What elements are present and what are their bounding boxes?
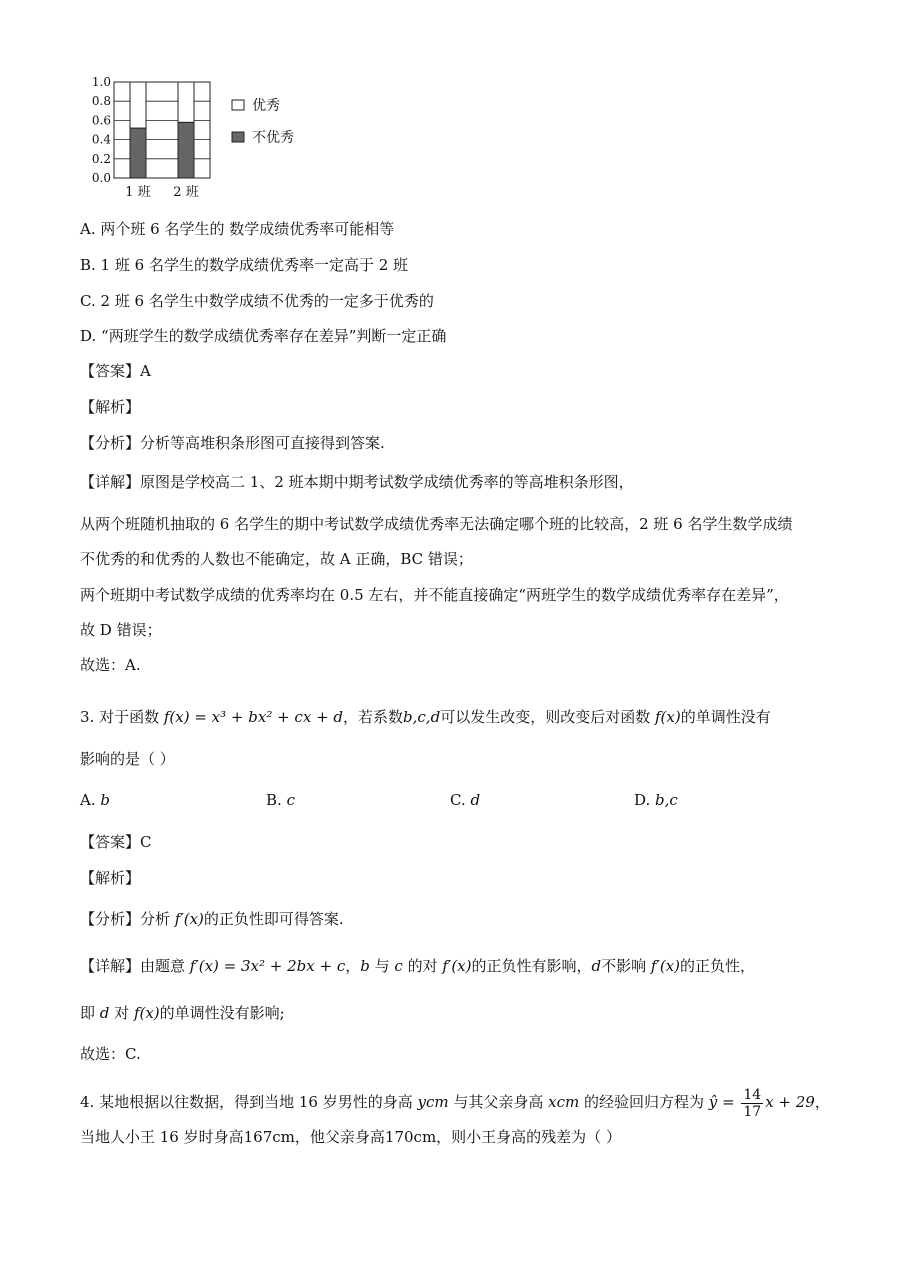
q3-b-var: b: [360, 957, 370, 975]
q3-fx: f(x): [654, 708, 681, 726]
stacked-bar-chart: [80, 72, 320, 202]
q2-option-c: C. 2 班 6 名学生中数学成绩不优秀的一定多于优秀的: [80, 292, 434, 310]
q3-detail-g: 的正负性，: [680, 957, 756, 975]
q2-option-a: A. 两个班 6 名学生的 数学成绩优秀率可能相等: [80, 220, 395, 238]
q3-line2-c: 的单调性没有影响;: [159, 1004, 285, 1022]
legend-swatch: [232, 100, 244, 110]
q4-stem-a: 4. 某地根据以往数据，得到当地 16 岁男性的身高: [80, 1093, 418, 1111]
plot-frame: [114, 82, 210, 178]
q3-c-var: c: [394, 957, 403, 975]
q3-detail-f: 不影响: [601, 957, 651, 975]
q3-line2-a: 即: [80, 1004, 100, 1022]
q4-tail: x + 29: [765, 1093, 815, 1111]
q4-stem-2: [80, 1126, 621, 1148]
q3-option-c: [450, 789, 480, 811]
bar-segment: [130, 82, 146, 128]
q4-stem-b: 与其父亲身高: [448, 1093, 549, 1111]
q3-choose: 故选：C.: [80, 1045, 141, 1063]
q3-function: f(x) = x³ + bx² + cx + d: [163, 708, 344, 726]
q4-stem-c: 的经验回归方程为: [579, 1093, 709, 1111]
q3-option-d-value: b,c: [655, 791, 678, 809]
q3-fenxi: [80, 908, 344, 930]
q4-numerator: 14: [743, 1086, 762, 1103]
y-tick-label: 0.4: [91, 132, 111, 147]
q2-option-d: D. “两班学生的数学成绩优秀率存在差异”判断一定正确: [80, 327, 447, 345]
q3-detail: [80, 955, 755, 977]
bar-segment: [130, 128, 146, 178]
q4-fraction: [741, 1087, 763, 1120]
q3-option-c-label: C.: [450, 791, 471, 809]
legend-label: 不优秀: [252, 130, 294, 146]
q2-option-b: B. 1 班 6 名学生的数学成绩优秀率一定高于 2 班: [80, 256, 409, 274]
q4-ycm: ycm: [417, 1093, 449, 1111]
q3-fprime-2: f′(x): [442, 957, 472, 975]
q4-height-1: 167cm: [243, 1128, 295, 1146]
q3-fx-2: f(x): [133, 1004, 160, 1022]
plot-area: [114, 82, 210, 178]
q4-stem-2c: ，则小王身高的残差为（ ）: [436, 1128, 621, 1146]
q3-analysis-label: 【解析】: [80, 869, 141, 887]
bar-segment: [178, 82, 194, 122]
q3-option-a-label: A.: [80, 791, 101, 809]
q3-option-b-value: c: [286, 791, 295, 809]
q3-fenxi-b: 的正负性即可得答案.: [203, 910, 344, 928]
y-tick-label: 1.0: [91, 75, 111, 89]
q3-stem-b: ，若系数: [343, 708, 404, 726]
q2-answer: 【答案】A: [80, 362, 151, 380]
q3-answer: 【答案】C: [80, 833, 152, 851]
chart-legend: [232, 97, 294, 146]
q3-detail-d: 的对: [402, 957, 443, 975]
q3-stem-c: 可以发生改变，则改变后对函数: [440, 708, 655, 726]
legend-swatch: [232, 132, 244, 142]
q3-option-d-label: D.: [634, 791, 656, 809]
q3-detail-b: ，: [345, 957, 361, 975]
q3-stem-d: 的单调性没有: [680, 708, 771, 726]
q4-denominator: 17: [743, 1103, 762, 1120]
q3-detail-c: 与: [369, 957, 395, 975]
q3-detail-line-2: [80, 1002, 285, 1024]
y-tick-label: 0.8: [91, 94, 111, 109]
q3-derivative: f′(x) = 3x² + 2bx + c: [189, 957, 346, 975]
q3-option-b-label: B.: [266, 791, 287, 809]
q4-stem: [80, 1082, 830, 1122]
y-axis-ticks: [92, 75, 111, 185]
q3-line2-b: 对: [109, 1004, 134, 1022]
x-axis-labels: [125, 185, 198, 200]
q3-detail-a: 【详解】由题意: [80, 957, 190, 975]
q2-detail-2: 从两个班随机抽取的 6 名学生的期中考试数学成绩优秀率无法确定哪个班的比较高，2 班 6 名学生数学成绩: [80, 515, 793, 533]
q3-option-a-value: b: [100, 791, 110, 809]
q2-detail-5: 故 D 错误；: [80, 621, 162, 639]
q3-d-var-2: d: [99, 1004, 110, 1022]
q3-stem-2: 影响的是（ ）: [80, 750, 175, 768]
q3-fprime-3: f′(x): [650, 957, 681, 975]
q4-height-2: 170cm: [384, 1128, 437, 1146]
x-tick-label: 1 班: [125, 185, 151, 200]
q3-detail-e: 的正负性有影响，: [471, 957, 592, 975]
y-tick-label: 0.0: [91, 171, 111, 185]
q3-fenxi-a: 【分析】分析: [80, 910, 175, 928]
q3-d-var: d: [591, 957, 602, 975]
q4-comma: ，: [814, 1093, 830, 1111]
q3-option-b: [266, 789, 295, 811]
q4-yhat: ŷ =: [708, 1093, 735, 1111]
y-tick-label: 0.2: [91, 151, 111, 166]
q3-option-a: [80, 789, 110, 811]
q2-analysis-label: 【解析】: [80, 398, 141, 416]
y-tick-label: 0.6: [91, 113, 111, 128]
q3-option-c-value: d: [470, 791, 481, 809]
q2-detail-4: 两个班期中考试数学成绩的优秀率均在 0.5 左右，并不能直接确定“两班学生的数学成绩优秀率存在差异”，: [80, 586, 789, 604]
q3-option-d: [634, 789, 678, 811]
q4-stem-2a: 当地人小王 16 岁时身高: [80, 1128, 244, 1146]
q4-stem-2b: ，他父亲身高: [294, 1128, 385, 1146]
q2-detail-1: 【详解】原图是学校高二 1、2 班本期中期考试数学成绩优秀率的等高堆积条形图，: [80, 473, 634, 491]
bar-segment: [178, 122, 194, 178]
q2-fenxi: 【分析】分析等高堆积条形图可直接得到答案.: [80, 434, 385, 452]
q3-stem: [80, 706, 771, 728]
q3-stem-a: 3. 对于函数: [80, 708, 164, 726]
q2-detail-3: 不优秀的和优秀的人数也不能确定，故 A 正确，BC 错误；: [80, 550, 473, 568]
q3-coeffs: b,c,d: [403, 708, 441, 726]
legend-label: 优秀: [252, 98, 280, 114]
x-tick-label: 2 班: [173, 185, 199, 200]
q4-xcm: xcm: [548, 1093, 580, 1111]
q3-fprime: f′(x): [174, 910, 204, 928]
q2-choose: 故选：A.: [80, 656, 141, 674]
